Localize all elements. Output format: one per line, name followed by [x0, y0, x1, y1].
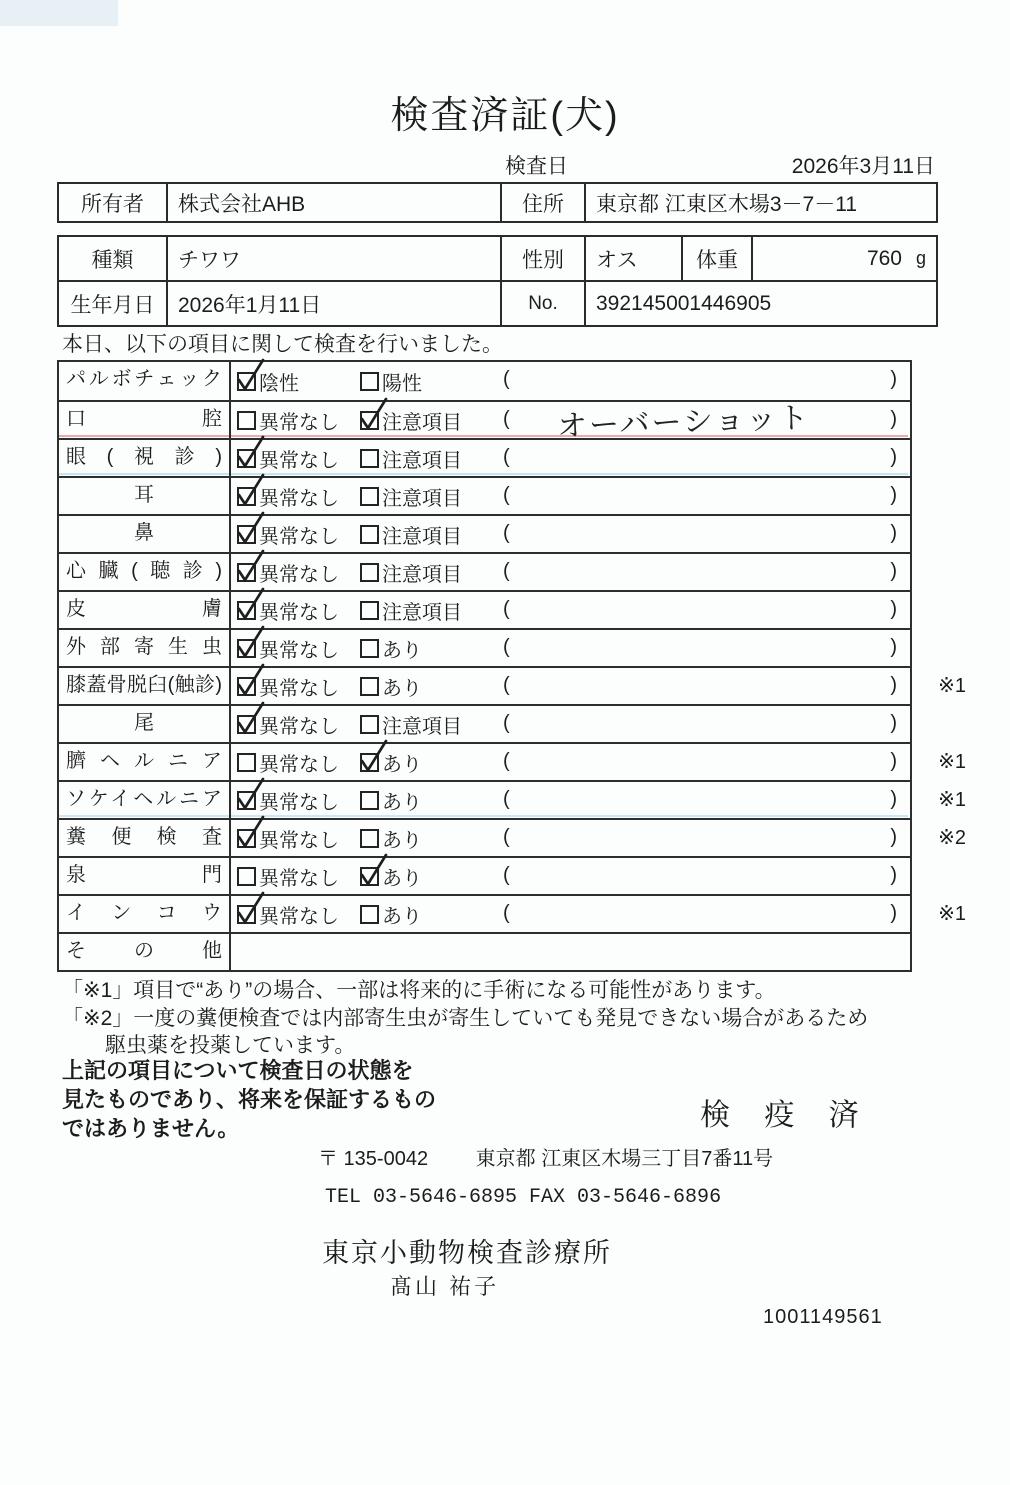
- address-label: 住所: [500, 184, 584, 221]
- empty-checkbox-icon: [360, 487, 379, 506]
- quarantine-stamp: 検 疫 済: [700, 1099, 872, 1132]
- row-content: [231, 668, 910, 704]
- paren-open: (: [503, 864, 510, 886]
- table-row: [59, 552, 910, 590]
- empty-checkbox-icon: [360, 677, 379, 696]
- checkbox-option: [237, 706, 339, 742]
- table-row: [59, 438, 910, 476]
- paren-open: (: [503, 560, 510, 582]
- option-label: あり: [382, 829, 422, 852]
- empty-checkbox-icon: [360, 525, 379, 544]
- empty-checkbox-icon: [360, 601, 379, 620]
- option-label: あり: [382, 639, 422, 662]
- paren-open: (: [503, 408, 510, 430]
- paren-close: ): [890, 446, 897, 468]
- paren-close: ): [890, 902, 897, 924]
- option-label: 異常なし: [259, 791, 339, 814]
- paren-close: ): [890, 560, 897, 582]
- table-row: [59, 590, 910, 628]
- empty-checkbox-icon: [237, 411, 256, 430]
- option-label: あり: [382, 905, 422, 928]
- checkbox-option: [360, 668, 422, 704]
- empty-checkbox-icon: [237, 867, 256, 886]
- inspection-date-label: 検査日: [505, 155, 568, 178]
- reference-mark: ※2: [938, 827, 966, 849]
- row-content: [231, 858, 910, 894]
- checkbox-option: [237, 896, 339, 932]
- paren-open: (: [503, 484, 510, 506]
- row-item-label: 耳: [59, 478, 231, 514]
- birth-row: [59, 280, 936, 325]
- paren-close: ): [890, 864, 897, 886]
- option-label: 陽性: [382, 372, 422, 395]
- option-label: 異常なし: [259, 677, 339, 700]
- option-label: あり: [382, 867, 422, 890]
- option-label: 異常なし: [259, 563, 339, 586]
- paren-close: ): [890, 750, 897, 772]
- weight-label: 体重: [681, 237, 751, 280]
- row-item-label: 皮膚: [59, 592, 231, 628]
- option-label: 異常なし: [259, 829, 339, 852]
- checked-checkbox-icon: [237, 449, 256, 468]
- row-item-label: 外部寄生虫: [59, 630, 231, 666]
- option-label: あり: [382, 677, 422, 700]
- checkbox-option: [360, 362, 422, 400]
- paren-open: (: [503, 788, 510, 810]
- paren-open: (: [503, 522, 510, 544]
- paren-open: (: [503, 598, 510, 620]
- row-content: [231, 782, 910, 818]
- animal-info-table: [57, 235, 938, 327]
- table-row: [59, 818, 966, 856]
- disclaimer-text: [62, 1056, 436, 1143]
- paren-close: ): [890, 788, 897, 810]
- option-label: 注意項目: [382, 715, 462, 738]
- table-row: [59, 704, 910, 742]
- row-item-label: ソケイヘルニア: [59, 782, 231, 818]
- row-item-label: パルボチェック: [59, 362, 231, 400]
- table-row: [59, 894, 966, 932]
- checkbox-option: [360, 554, 462, 590]
- empty-checkbox-icon: [360, 639, 379, 658]
- option-label: 異常なし: [259, 639, 339, 662]
- table-row: [59, 856, 910, 894]
- option-label: 異常なし: [259, 525, 339, 548]
- disclaimer-line: 見たものであり、将来を保証するもの: [62, 1087, 437, 1112]
- row-content: [231, 440, 910, 476]
- page-title: 検査済証(犬): [390, 95, 620, 137]
- row-item-label: 口腔: [59, 402, 231, 438]
- option-label: 異常なし: [259, 487, 339, 510]
- checked-checkbox-icon: [237, 563, 256, 582]
- empty-checkbox-icon: [360, 829, 379, 848]
- option-label: 異常なし: [259, 867, 339, 890]
- empty-checkbox-icon: [360, 791, 379, 810]
- checkbox-option: [360, 402, 462, 438]
- checked-checkbox-icon: [237, 677, 256, 696]
- row-item-label: 尾: [59, 706, 231, 742]
- row-item-label: インコウ: [59, 896, 231, 932]
- paren-close: ): [890, 408, 897, 430]
- disclaimer-line: 上記の項目について検査日の状態を: [62, 1058, 414, 1083]
- table-row: [59, 628, 910, 666]
- paren-open: (: [503, 446, 510, 468]
- checkbox-option: [237, 820, 339, 856]
- inspection-table: [57, 360, 966, 972]
- veterinarian-name: 髙山 祐子: [390, 1274, 500, 1299]
- checked-checkbox-icon: [237, 905, 256, 924]
- row-item-label: 臍ヘルニア: [59, 744, 231, 780]
- row-content: [231, 820, 910, 856]
- checkbox-option: [237, 362, 299, 400]
- row-item-label: 眼(視診): [59, 440, 231, 476]
- option-label: 注意項目: [382, 525, 462, 548]
- checkbox-option: [360, 592, 462, 628]
- option-label: 異常なし: [259, 905, 339, 928]
- checked-checkbox-icon: [237, 715, 256, 734]
- paren-close: ): [890, 712, 897, 734]
- checked-checkbox-icon: [237, 639, 256, 658]
- empty-checkbox-icon: [360, 372, 379, 391]
- checked-checkbox-icon: [360, 411, 379, 430]
- row-content: [231, 554, 910, 590]
- checked-checkbox-icon: [237, 791, 256, 810]
- table-row: [59, 932, 910, 970]
- paren-close: ): [890, 598, 897, 620]
- checked-checkbox-icon: [237, 829, 256, 848]
- row-content: [231, 630, 910, 666]
- postal-code: 〒 135-0042: [318, 1148, 429, 1170]
- table-row: [59, 476, 910, 514]
- owner-label: 所有者: [81, 192, 144, 216]
- birth-value: 2026年1月11日: [166, 282, 500, 325]
- checkbox-option: [360, 782, 422, 818]
- reference-mark: ※1: [938, 789, 966, 811]
- reference-mark: ※1: [938, 675, 966, 697]
- clinic-tel-fax: TEL 03-5646-6895 FAX 03-5646-6896: [325, 1186, 722, 1209]
- paren-close: ): [890, 674, 897, 696]
- empty-checkbox-icon: [360, 715, 379, 734]
- breed-label: 種類: [91, 248, 134, 272]
- row-content: [231, 401, 910, 444]
- option-label: 異常なし: [259, 601, 339, 624]
- handwritten-note: オーバーショット: [556, 401, 811, 444]
- option-label: 注意項目: [382, 601, 462, 624]
- checked-checkbox-icon: [360, 753, 379, 772]
- row-item-label: 泉門: [59, 858, 231, 894]
- checkbox-option: [360, 478, 462, 514]
- no-value: 392145001446905: [584, 282, 936, 325]
- scan-artifact: [0, 0, 118, 26]
- table-row: [59, 666, 966, 704]
- row-content: [231, 478, 910, 514]
- clinic-address: 東京都 江東区木場三丁目7番11号: [475, 1148, 774, 1170]
- row-item-label: 糞便検査: [59, 820, 231, 856]
- row-item-label: その他: [59, 934, 231, 970]
- paren-open: (: [503, 674, 510, 696]
- paren-close: ): [890, 368, 897, 390]
- owner-value: 株式会社AHB: [166, 184, 500, 221]
- row-content: [231, 706, 910, 742]
- paren-open: (: [503, 902, 510, 924]
- row-content: [231, 896, 910, 932]
- checked-checkbox-icon: [237, 525, 256, 544]
- checkbox-option: [360, 896, 422, 932]
- footnote-1: 「※1」項目で“あり”の場合、一部は将来的に手術になる可能性があります。: [62, 979, 776, 1002]
- sex-label: 性別: [500, 237, 584, 280]
- paren-close: ): [890, 522, 897, 544]
- row-content: [231, 934, 910, 970]
- paren-open: (: [503, 826, 510, 848]
- paren-open: (: [503, 712, 510, 734]
- empty-checkbox-icon: [360, 449, 379, 468]
- row-item-label: 心臓(聴診): [59, 554, 231, 590]
- table-row: [59, 514, 910, 552]
- footnote-2: 「※2」一度の糞便検査では内部寄生虫が寄生していても発見できない場合があるため: [62, 1007, 869, 1030]
- intro-text: 本日、以下の項目に関して検査を行いました。: [62, 333, 503, 356]
- paren-close: ): [890, 484, 897, 506]
- row-content: [231, 516, 910, 552]
- checked-checkbox-icon: [237, 601, 256, 620]
- checkbox-option: [360, 440, 462, 476]
- owner-row: [59, 184, 936, 221]
- option-label: 注意項目: [382, 563, 462, 586]
- table-row: [59, 742, 966, 780]
- serial-number: 1001149561: [763, 1306, 883, 1328]
- row-item-label: 鼻: [59, 516, 231, 552]
- checked-checkbox-icon: [360, 867, 379, 886]
- empty-checkbox-icon: [237, 753, 256, 772]
- option-label: 異常なし: [259, 753, 339, 776]
- birth-label: 生年月日: [70, 293, 155, 317]
- option-label: 注意項目: [382, 411, 462, 434]
- table-row: [59, 780, 966, 818]
- weight-number: 760: [866, 246, 902, 270]
- option-label: 異常なし: [259, 449, 339, 472]
- clinic-name: 東京小動物検査診療所: [322, 1238, 612, 1268]
- row-item-label: 膝蓋骨脱臼(触診): [59, 668, 231, 704]
- paren-open: (: [503, 750, 510, 772]
- option-label: 異常なし: [259, 411, 339, 434]
- paren-close: ): [890, 826, 897, 848]
- option-label: 陰性: [259, 372, 299, 395]
- breed-value: チワワ: [166, 237, 500, 280]
- inspection-date-line: [505, 150, 935, 180]
- paren-close: ): [890, 636, 897, 658]
- clinic-postal-line: [318, 1142, 773, 1171]
- owner-table: [57, 182, 938, 223]
- option-label: 異常なし: [259, 715, 339, 738]
- checked-checkbox-icon: [237, 372, 256, 391]
- weight-unit: g: [915, 248, 926, 268]
- reference-mark: ※1: [938, 903, 966, 925]
- sex-value: オス: [584, 237, 681, 280]
- checkbox-option: [360, 858, 422, 894]
- address-value: 東京都 江東区木場3－7－11: [584, 184, 936, 221]
- option-label: 注意項目: [382, 487, 462, 510]
- row-content: [231, 592, 910, 628]
- checkbox-option: [360, 630, 422, 666]
- table-row: [59, 400, 910, 444]
- weight-value: [751, 237, 936, 280]
- disclaimer-line: ではありません。: [62, 1116, 240, 1141]
- empty-checkbox-icon: [360, 563, 379, 582]
- footnote-2-continued: 駆虫薬を投薬しています。: [105, 1034, 356, 1057]
- reference-mark: ※1: [938, 751, 966, 773]
- option-label: 注意項目: [382, 449, 462, 472]
- no-label: No.: [500, 282, 584, 325]
- checked-checkbox-icon: [237, 487, 256, 506]
- option-label: あり: [382, 791, 422, 814]
- inspection-date-value: 2026年3月11日: [791, 155, 935, 178]
- paren-open: (: [503, 636, 510, 658]
- checkbox-option: [360, 516, 462, 552]
- row-content: [231, 744, 910, 780]
- option-label: あり: [382, 753, 422, 776]
- breed-row: [59, 237, 936, 280]
- paren-open: (: [503, 368, 510, 390]
- empty-checkbox-icon: [360, 905, 379, 924]
- checkbox-option: [360, 744, 422, 780]
